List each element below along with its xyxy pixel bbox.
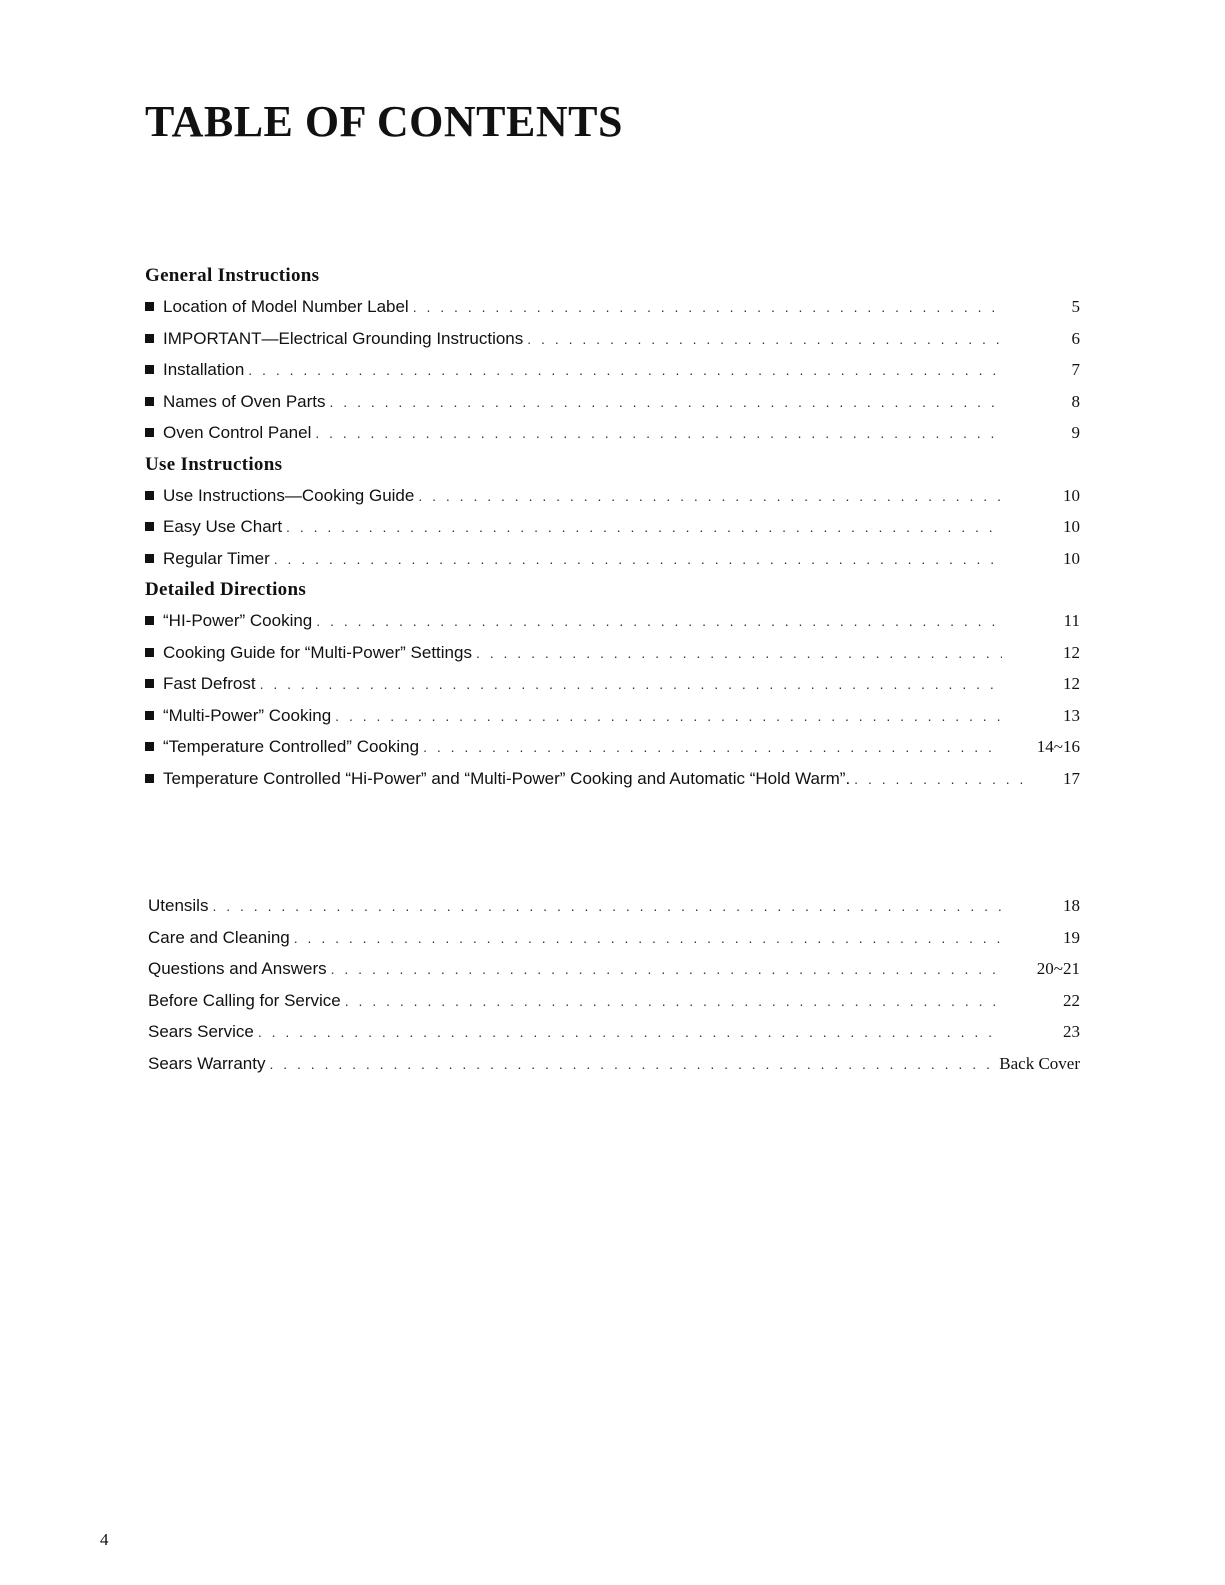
entry-label: Temperature Controlled “Hi-Power” and “Multi-Power” Cooking and Automatic “Hold Warm”. [163, 768, 851, 788]
entry-label: “Multi-Power” Cooking [163, 705, 332, 725]
square-bullet-icon [145, 397, 154, 406]
entry-label: Location of Model Number Label [163, 297, 409, 316]
entry-label: Utensils [148, 896, 209, 915]
toc-entry [148, 953, 1080, 985]
entry-label: Questions and Answers [148, 959, 327, 978]
square-bullet-icon [145, 428, 154, 437]
entry-page: 12 [1063, 674, 1080, 693]
dot-leader [413, 292, 1002, 324]
entry-page: 10 [1063, 548, 1080, 568]
square-bullet-icon [145, 742, 154, 751]
dot-leader [331, 954, 1002, 986]
toc-entry [148, 1016, 1080, 1048]
square-bullet-icon [145, 365, 154, 374]
toc-entry [145, 637, 1080, 669]
entry-page: 11 [1063, 611, 1080, 630]
dot-leader [423, 732, 1002, 764]
entry-page: 23 [1063, 1022, 1080, 1041]
square-bullet-icon [145, 648, 154, 657]
entry-label: “HI-Power” Cooking [163, 611, 313, 630]
entry-page: 14~16 [1036, 737, 1080, 756]
entry-page: 17 [1063, 768, 1080, 788]
toc-entry [145, 323, 1080, 355]
dot-leader [476, 638, 1002, 670]
entry-label: Use Instructions—Cooking Guide [163, 485, 415, 505]
entry-label: “Temperature Controlled” Cooking [163, 737, 420, 756]
section-heading-general: General Instructions [145, 265, 320, 286]
toc-entry [145, 417, 1080, 449]
entry-label: Sears Warranty [148, 1053, 266, 1073]
entry-page: 22 [1063, 990, 1080, 1010]
toc-entry [148, 890, 1080, 922]
section-heading-detailed: Detailed Directions [145, 579, 307, 600]
dot-leader [345, 986, 1002, 1018]
dot-leader [260, 669, 1002, 701]
toc-extra-list [148, 890, 1080, 1079]
square-bullet-icon [145, 334, 154, 343]
dot-leader [315, 418, 1002, 450]
square-bullet-icon [145, 679, 154, 688]
entry-label: Before Calling for Service [148, 990, 341, 1010]
entry-page: Back Cover [999, 1053, 1080, 1073]
dot-leader [330, 387, 1002, 419]
entry-label: Oven Control Panel [163, 423, 312, 442]
square-bullet-icon [145, 711, 154, 720]
dot-leader [854, 764, 1034, 796]
page-number: 4 [100, 1530, 109, 1549]
square-bullet-icon [145, 616, 154, 625]
toc-entry [145, 668, 1080, 700]
toc-entry [145, 480, 1080, 512]
entry-label: IMPORTANT—Electrical Grounding Instructions [163, 328, 524, 348]
page-title: TABLE OF CONTENTS [145, 97, 623, 146]
entry-label: Cooking Guide for “Multi-Power” Settings [163, 642, 472, 662]
dot-leader [212, 891, 1002, 923]
entry-page: 18 [1063, 896, 1080, 915]
toc-main-list [145, 260, 1080, 794]
toc-entry [145, 605, 1080, 637]
dot-leader [258, 1017, 1002, 1049]
entry-label: Care and Cleaning [148, 927, 290, 947]
toc-entry [148, 922, 1080, 954]
entry-page: 7 [1071, 360, 1080, 379]
entry-page: 10 [1063, 485, 1080, 505]
entry-label: Sears Service [148, 1022, 254, 1041]
toc-entry [145, 386, 1080, 418]
dot-leader [248, 355, 1002, 387]
square-bullet-icon [145, 522, 154, 531]
toc-entry [145, 700, 1080, 732]
dot-leader [316, 606, 1002, 638]
entry-label: Installation [163, 360, 245, 379]
square-bullet-icon [145, 554, 154, 563]
toc-entry [145, 731, 1080, 763]
toc-entry [145, 543, 1080, 575]
toc-entry [145, 763, 1080, 795]
entry-page: 10 [1063, 517, 1080, 536]
entry-page: 13 [1063, 705, 1080, 725]
square-bullet-icon [145, 491, 154, 500]
entry-page: 9 [1071, 423, 1080, 442]
dot-leader [269, 1049, 993, 1081]
toc-entry [145, 511, 1080, 543]
section-heading-use: Use Instructions [145, 453, 283, 475]
toc-entry [145, 291, 1080, 323]
entry-page: 20~21 [1036, 959, 1080, 978]
dot-leader [286, 512, 1002, 544]
entry-label: Names of Oven Parts [163, 391, 326, 411]
entry-label: Fast Defrost [163, 674, 256, 693]
dot-leader [294, 923, 1002, 955]
square-bullet-icon [145, 774, 154, 783]
dot-leader [418, 481, 1002, 513]
entry-page: 8 [1071, 391, 1080, 411]
toc-entry [148, 985, 1080, 1017]
entry-label: Easy Use Chart [163, 517, 283, 536]
toc-entry [148, 1048, 1080, 1080]
dot-leader [274, 544, 1002, 576]
entry-page: 19 [1063, 927, 1080, 947]
dot-leader [335, 701, 1002, 733]
entry-page: 6 [1071, 328, 1080, 348]
entry-page: 12 [1063, 642, 1080, 662]
toc-entry [145, 354, 1080, 386]
entry-page: 5 [1071, 297, 1080, 316]
square-bullet-icon [145, 302, 154, 311]
dot-leader [527, 324, 1002, 356]
entry-label: Regular Timer [163, 548, 270, 568]
